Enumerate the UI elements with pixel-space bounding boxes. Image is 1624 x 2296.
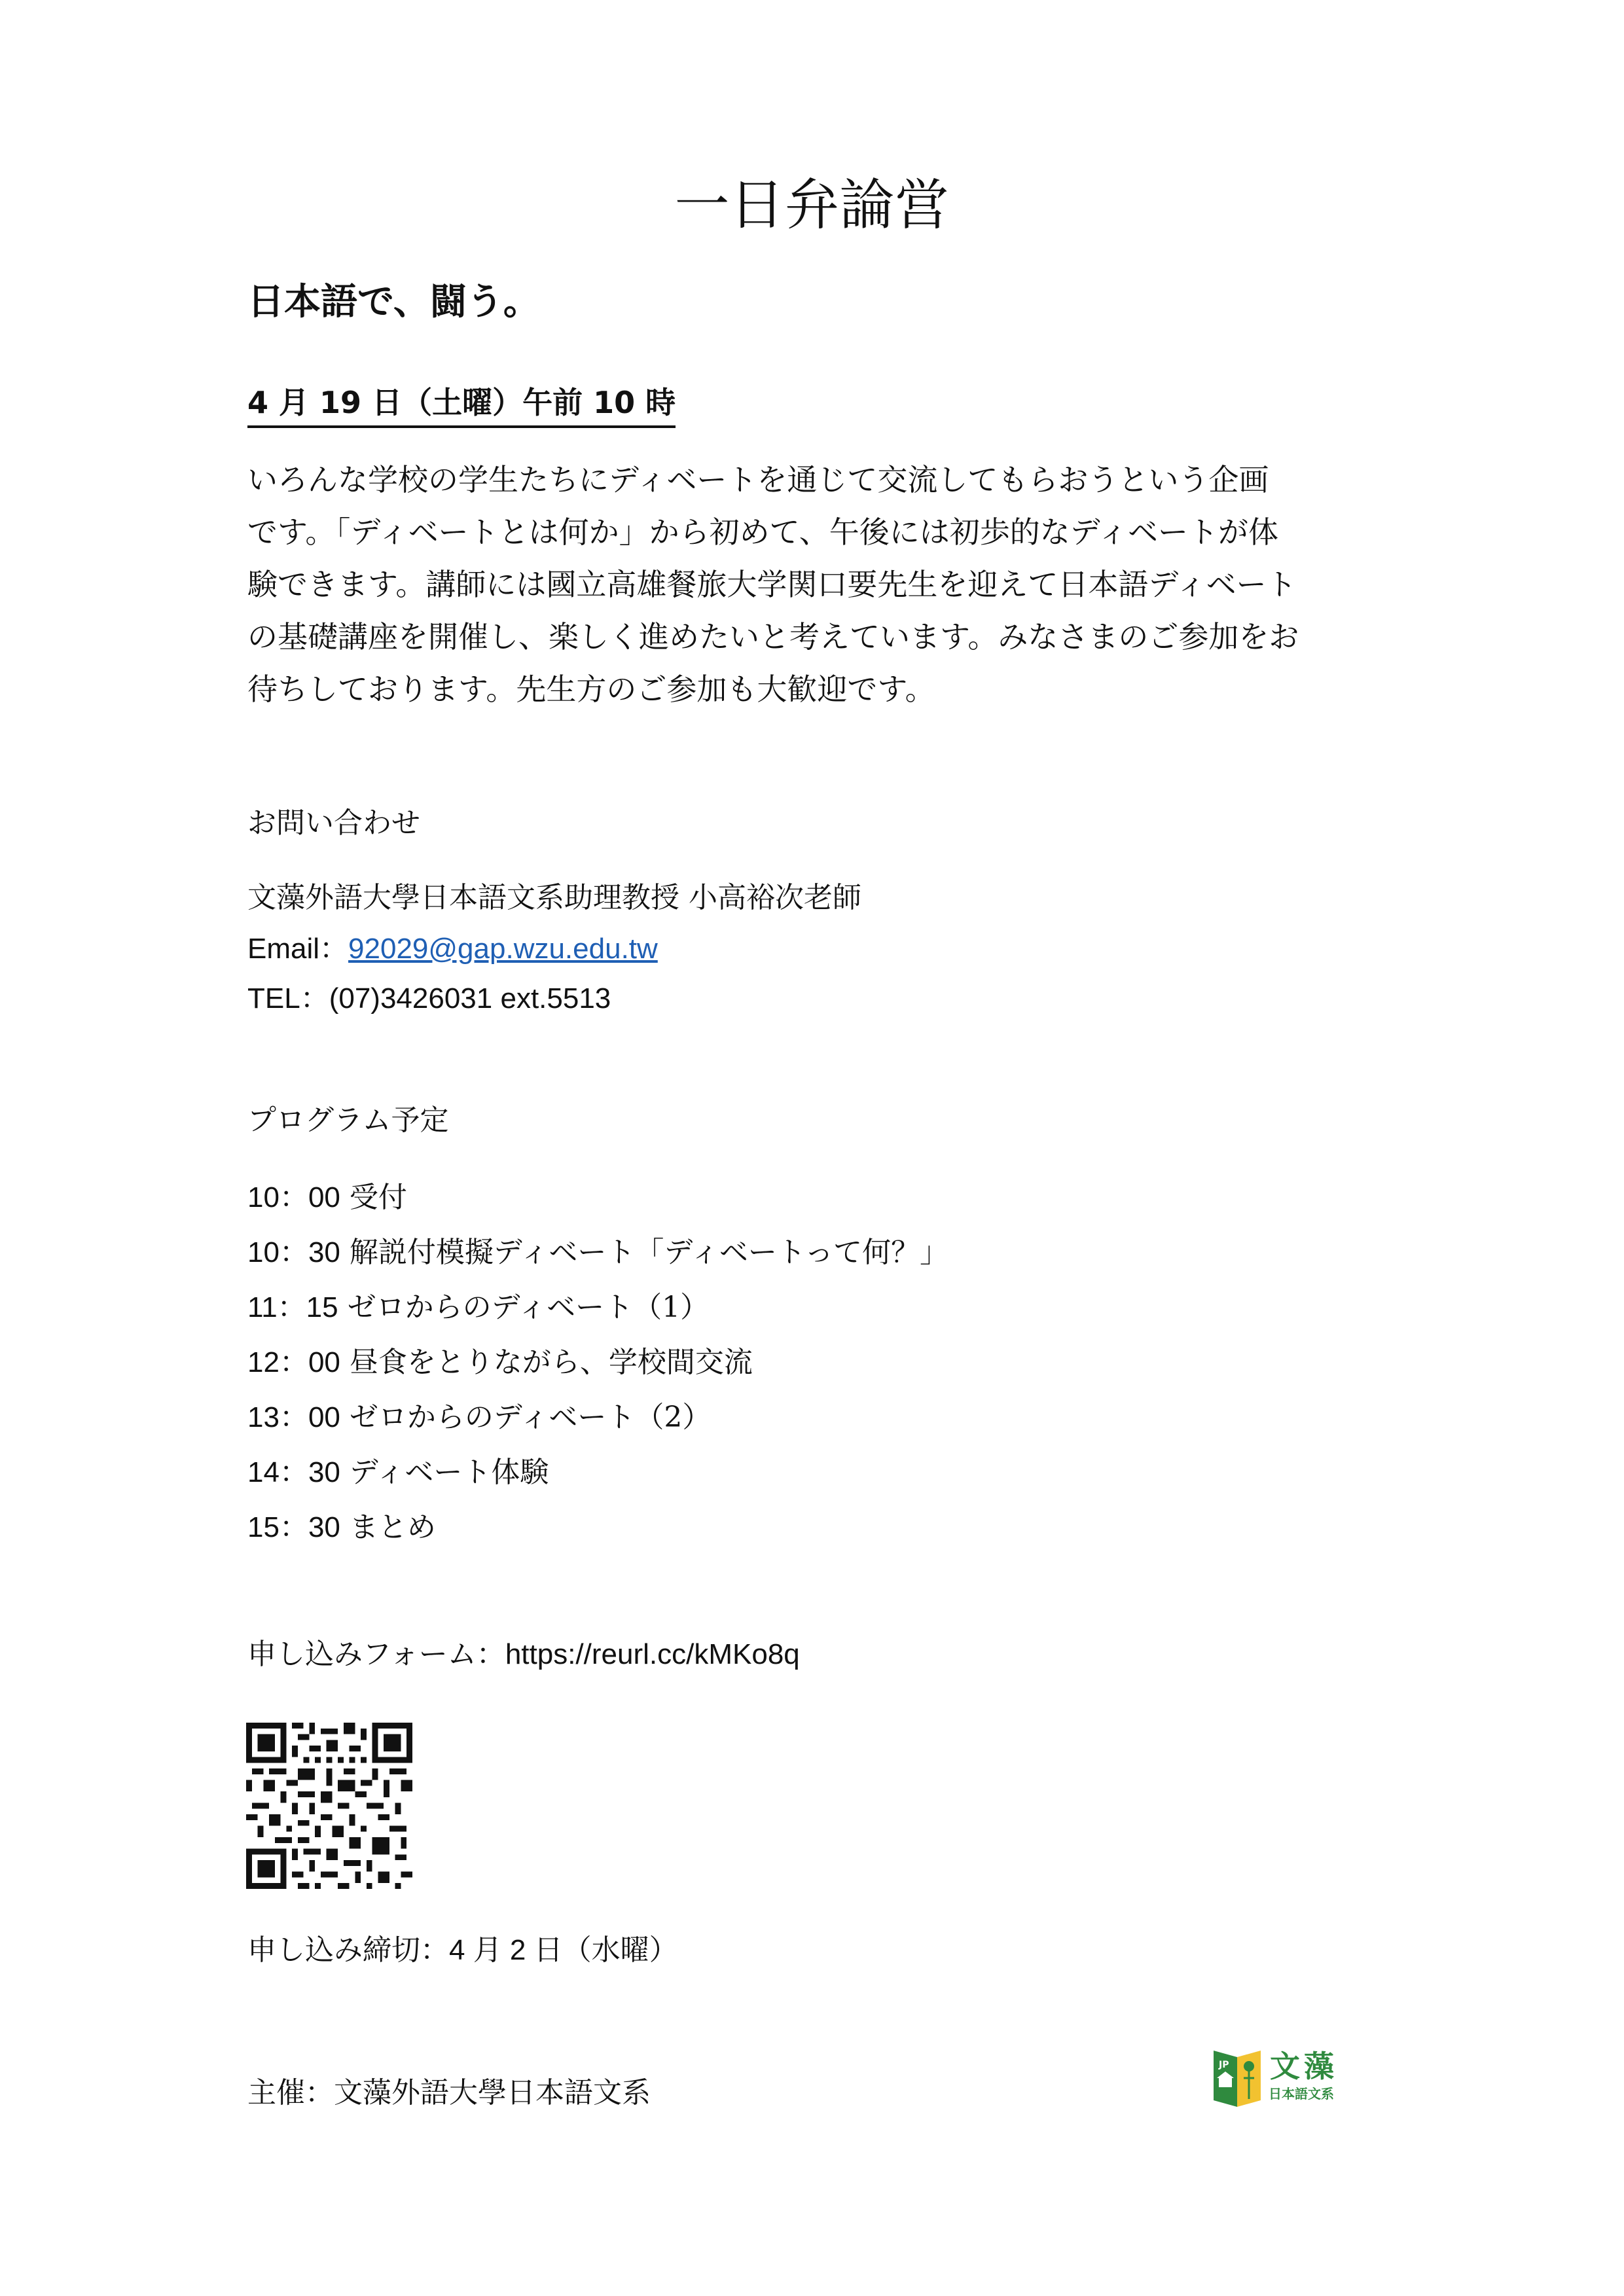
tel-number: (07)3426031 ext.5513 xyxy=(329,982,611,1014)
tagline: 日本語で、闘う。 xyxy=(247,281,540,323)
department-logo xyxy=(1211,2039,1368,2111)
program-time: 11：15 xyxy=(247,1291,338,1323)
contact-email-row xyxy=(247,928,658,970)
intro-line: の基礎講座を開催し、楽しく進めたいと考えています。みなさまのご参加をお xyxy=(247,619,1299,655)
deadline-row xyxy=(247,1929,678,1971)
program-label: ゼロからのディベート（1） xyxy=(347,1291,710,1324)
intro-line: いろんな学校の学生たちにディベートを通じて交流してもらおうという企画 xyxy=(247,462,1269,497)
intro-line: です。「ディベートとは何か」から初めて、午後には初歩的なディベートが体 xyxy=(247,514,1279,550)
program-item xyxy=(247,1232,948,1274)
contact-person: 文藻外語大學日本語文系助理教授 小高裕次老師 xyxy=(247,881,861,914)
intro-line: 験できます。講師には國立高雄餐旅大学関口要先生を迎えて日本語ディベート xyxy=(247,567,1297,602)
contact-tel-row xyxy=(247,978,611,1020)
program-label: 受付 xyxy=(349,1181,407,1214)
qr-code[interactable] xyxy=(246,1723,412,1889)
program-time: 14：30 xyxy=(247,1456,340,1488)
tel-label: TEL： xyxy=(247,982,329,1014)
contact-heading: お問い合わせ xyxy=(247,806,420,840)
program-item xyxy=(247,1342,753,1384)
book-icon xyxy=(1211,2039,1263,2111)
program-item xyxy=(247,1397,711,1439)
program-time: 10：30 xyxy=(247,1236,340,1268)
deadline-value: 4 月 2 日（水曜） xyxy=(449,1934,678,1966)
event-date: 4 月 19 日（土曜）午前 10 時 xyxy=(247,381,676,428)
form-row xyxy=(247,1634,800,1676)
program-item xyxy=(247,1287,709,1329)
program-label: まとめ xyxy=(349,1511,436,1544)
intro-line: 待ちしております。先生方のご参加も大歓迎です。 xyxy=(247,672,935,707)
email-label: Email： xyxy=(247,933,349,965)
form-label: 申し込みフォーム： xyxy=(247,1638,505,1671)
form-url[interactable]: https://reurl.cc/kMKo8q xyxy=(505,1638,800,1670)
logo-name: 文藻 xyxy=(1270,2049,1338,2084)
page-title: 一日弁論営 xyxy=(674,173,950,237)
program-time: 15：30 xyxy=(247,1511,340,1543)
program-label: ゼロからのディベート（2） xyxy=(349,1401,712,1434)
logo-subtitle: 日本語文系 xyxy=(1269,2086,1334,2102)
program-item xyxy=(247,1177,407,1219)
program-label: 昼食をとりながら、学校間交流 xyxy=(349,1346,753,1379)
program-time: 12：00 xyxy=(247,1346,340,1378)
program-label: ディベート体験 xyxy=(349,1456,549,1489)
organizer: 主催：文藻外語大學日本語文系 xyxy=(247,2076,651,2109)
deadline-label: 申し込み締切： xyxy=(247,1933,449,1967)
program-heading: プログラム予定 xyxy=(247,1103,449,1137)
program-label: 解説付模擬ディベート「ディベートって何？」 xyxy=(349,1236,949,1269)
program-time: 10：00 xyxy=(247,1181,340,1213)
logo-badge: JP xyxy=(1219,2060,1229,2070)
program-item xyxy=(247,1452,549,1494)
program-time: 13：00 xyxy=(247,1401,340,1433)
program-item xyxy=(247,1507,436,1549)
email-link[interactable]: 92029@gap.wzu.edu.tw xyxy=(348,933,658,965)
